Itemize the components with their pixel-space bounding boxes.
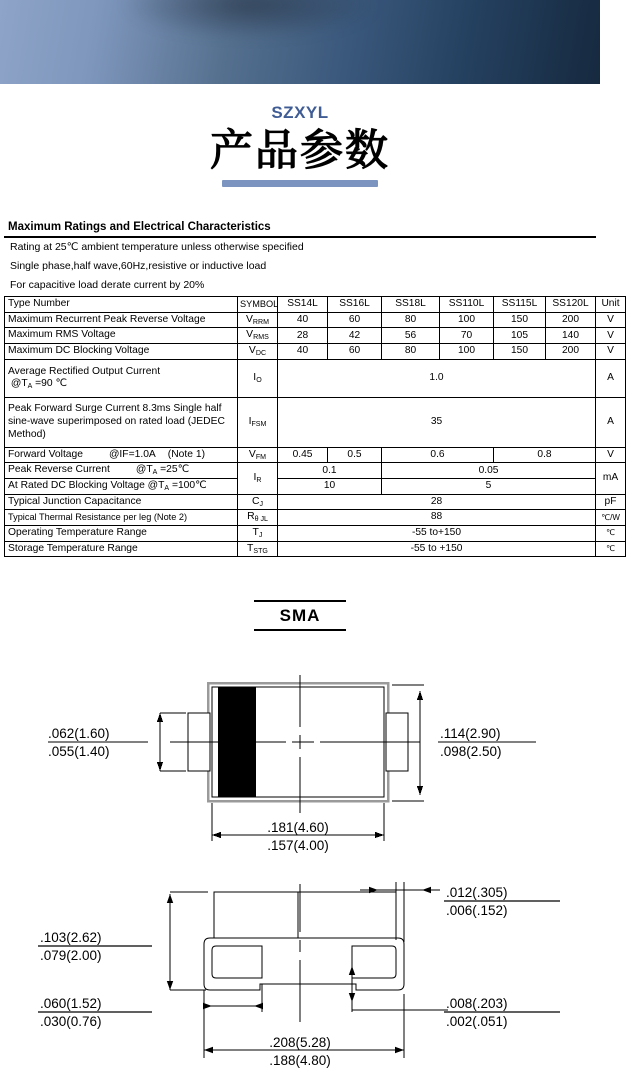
symbol-sub: FM — [255, 453, 267, 461]
header-type-5: SS120L — [546, 297, 596, 313]
symbol-sub: θ JL — [254, 516, 268, 524]
symbol-sub: DC — [255, 350, 267, 358]
param-cond-rest: =25℃ — [157, 464, 190, 476]
param-line-1: Average Rectified Output Current — [8, 365, 161, 377]
table-row — [5, 525, 626, 541]
dim-side-span-max: .208(5.28) — [269, 1035, 331, 1050]
param-text: Forward Voltage — [8, 448, 83, 460]
param-cond-sub: A — [152, 469, 158, 477]
symbol-main: V — [245, 313, 253, 325]
banner-haze — [120, 0, 380, 40]
row-value: 0.1 — [278, 463, 382, 479]
dim-side-thick-min: .006(.152) — [446, 903, 508, 918]
row-unit: pF — [596, 494, 626, 510]
param-cond-sub: A — [27, 383, 33, 391]
row-symbol — [238, 463, 278, 494]
symbol-sub: O — [256, 376, 262, 384]
header-type-2: SS18L — [382, 297, 440, 313]
param-cond: @T — [10, 378, 28, 390]
table-row — [5, 494, 626, 510]
package-top-view-drawing — [0, 665, 600, 855]
param-text: Peak Reverse Current — [8, 464, 110, 476]
row-value: 140 — [546, 328, 596, 344]
header-unit: Unit — [596, 297, 626, 313]
dim-side-height-max: .103(2.62) — [40, 930, 102, 945]
symbol-sub: J — [259, 500, 264, 508]
param-line-1: Peak Forward Surge Current 8.3ms Single half — [8, 403, 222, 415]
page-title: 产品参数 — [210, 126, 390, 176]
table-header-row — [5, 297, 626, 313]
row-value: 200 — [546, 344, 596, 360]
row-symbol — [238, 510, 278, 526]
row-value: 200 — [546, 312, 596, 328]
row-unit: ℃/W — [596, 510, 626, 526]
header-type-1: SS16L — [328, 297, 382, 313]
row-unit: ℃ — [596, 525, 626, 541]
table-row-forward-voltage — [5, 447, 626, 463]
row-value: 28 — [278, 494, 596, 510]
row-value: 0.6 — [382, 447, 494, 463]
symbol-main: V — [246, 329, 254, 341]
row-value: 150 — [494, 344, 546, 360]
specifications-table — [4, 296, 626, 557]
param-cond: @T — [135, 464, 153, 476]
row-value: -55 to+150 — [278, 525, 596, 541]
param-line-2: sine-wave superimposed on rated load (JEDEC — [8, 415, 225, 427]
symbol-sub: RMS — [253, 334, 269, 342]
row-symbol — [238, 397, 278, 447]
table-row — [5, 312, 626, 328]
row-param: Operating Temperature Range — [5, 525, 238, 541]
header-type-3: SS110L — [440, 297, 494, 313]
dim-top-height-min: .055(1.40) — [48, 744, 110, 759]
row-value: 60 — [328, 312, 382, 328]
row-value: 40 — [278, 344, 328, 360]
header-param: Type Number — [5, 297, 238, 313]
row-value: 0.5 — [328, 447, 382, 463]
row-value: 100 — [440, 344, 494, 360]
row-value: 105 — [494, 328, 546, 344]
package-name-label: SMA — [279, 606, 321, 625]
dim-top-width-min: .098(2.50) — [440, 744, 502, 759]
row-unit: A — [596, 397, 626, 447]
table-row-avg-current — [5, 359, 626, 397]
row-value: 5 — [382, 479, 596, 495]
row-symbol — [238, 312, 278, 328]
row-param: Typical Thermal Resistance per leg (Note 2) — [5, 510, 238, 526]
dim-side-foot-min: .030(0.76) — [40, 1014, 102, 1029]
row-unit: V — [596, 328, 626, 344]
package-side-view-drawing — [0, 862, 600, 1072]
dim-side-thick-max: .012(.305) — [446, 885, 508, 900]
section-title: Maximum Ratings and Electrical Characteristics — [4, 218, 596, 238]
dim-top-width-max: .114(2.90) — [440, 726, 501, 741]
spec-document — [4, 218, 620, 557]
symbol-main: V — [248, 345, 256, 357]
row-unit: V — [596, 344, 626, 360]
symbol-main: I — [253, 472, 257, 484]
row-value: 10 — [278, 479, 382, 495]
symbol-sub: RRM — [252, 318, 270, 326]
row-symbol — [238, 494, 278, 510]
row-param: Maximum RMS Voltage — [5, 328, 238, 344]
row-symbol — [238, 359, 278, 397]
row-param: Maximum DC Blocking Voltage — [5, 344, 238, 360]
row-value: 60 — [328, 344, 382, 360]
row-value: 1.0 — [278, 359, 596, 397]
row-param — [5, 359, 238, 397]
symbol-main: V — [248, 448, 256, 460]
header-type-4: SS115L — [494, 297, 546, 313]
dim-top-length-min: .157(4.00) — [267, 838, 329, 853]
symbol-sub: R — [256, 477, 262, 485]
row-value: 56 — [382, 328, 440, 344]
row-unit: V — [596, 312, 626, 328]
row-param: Storage Temperature Range — [5, 541, 238, 557]
row-symbol — [238, 344, 278, 360]
row-value: 40 — [278, 312, 328, 328]
note-line-0: Rating at 25℃ ambient temperature unless otherwise specified — [10, 241, 304, 254]
table-row — [5, 541, 626, 557]
row-value: 100 — [440, 312, 494, 328]
row-value: 80 — [382, 312, 440, 328]
row-param: Typical Junction Capacitance — [5, 494, 238, 510]
dim-top-height-max: .062(1.60) — [48, 726, 110, 741]
row-value: -55 to +150 — [278, 541, 596, 557]
row-symbol — [238, 541, 278, 557]
package-name-box — [254, 600, 347, 631]
row-param: Maximum Recurrent Peak Reverse Voltage — [5, 312, 238, 328]
row-value: 150 — [494, 312, 546, 328]
top-banner — [0, 0, 600, 84]
table-row — [5, 344, 626, 360]
row-param — [5, 447, 238, 463]
row-param — [5, 463, 238, 479]
row-value: 42 — [328, 328, 382, 344]
title-block — [0, 84, 600, 214]
symbol-main: T — [247, 542, 254, 554]
table-row-reverse-current-b — [5, 479, 626, 495]
table-row — [5, 328, 626, 344]
row-unit: V — [596, 447, 626, 463]
symbol-sub: FSM — [251, 420, 267, 428]
row-value: 35 — [278, 397, 596, 447]
row-value: 0.8 — [494, 447, 596, 463]
note-line-1: Single phase,half wave,60Hz,resistive or inductive load — [10, 259, 267, 272]
param-line-3: Method) — [8, 428, 46, 440]
row-value: 28 — [278, 328, 328, 344]
note-line-2: For capacitive load derate current by 20% — [10, 278, 205, 291]
row-value: 70 — [440, 328, 494, 344]
row-param — [5, 479, 238, 495]
param-line-2 — [8, 378, 235, 391]
symbol-main: C — [251, 495, 260, 507]
title-underline-rule — [222, 180, 378, 187]
row-symbol — [238, 328, 278, 344]
row-unit: A — [596, 359, 626, 397]
row-symbol — [238, 447, 278, 463]
symbol-sub: J — [258, 531, 263, 539]
row-value: 88 — [278, 510, 596, 526]
row-unit: ℃ — [596, 541, 626, 557]
header-type-0: SS14L — [278, 297, 328, 313]
dim-side-gap-max: .008(.203) — [446, 996, 508, 1011]
dim-side-span-min: .188(4.80) — [269, 1053, 331, 1068]
brand-name: SZXYL — [271, 103, 329, 122]
dim-side-gap-min: .002(.051) — [446, 1014, 508, 1029]
table-row-surge — [5, 397, 626, 447]
row-value: 80 — [382, 344, 440, 360]
dim-top-length-max: .181(4.60) — [267, 820, 329, 835]
row-unit: mA — [596, 463, 626, 494]
row-value: 0.05 — [382, 463, 596, 479]
table-row — [5, 510, 626, 526]
dim-side-height-min: .079(2.00) — [40, 948, 102, 963]
dim-side-foot-max: .060(1.52) — [40, 996, 102, 1011]
row-value: 0.45 — [278, 447, 328, 463]
param-cond-sub: A — [164, 484, 170, 492]
row-symbol — [238, 525, 278, 541]
row-param — [5, 397, 238, 447]
param-cond-rest: =90 ℃ — [32, 378, 68, 390]
symbol-sub: STG — [253, 547, 268, 555]
param-cond-rest: =100℃ — [169, 480, 207, 491]
symbol-main: I — [253, 371, 257, 383]
symbol-main: T — [252, 526, 259, 538]
param-cond: @IF=1.0A — [108, 448, 156, 460]
symbol-main: I — [248, 415, 252, 427]
package-name-heading — [0, 600, 600, 631]
param-note: (Note 1) — [167, 448, 205, 460]
table-row-reverse-current-a — [5, 463, 626, 479]
header-symbol: SYMBOL — [238, 297, 278, 313]
param-text: At Rated DC Blocking Voltage @T — [8, 480, 165, 491]
symbol-main: R — [247, 511, 255, 523]
